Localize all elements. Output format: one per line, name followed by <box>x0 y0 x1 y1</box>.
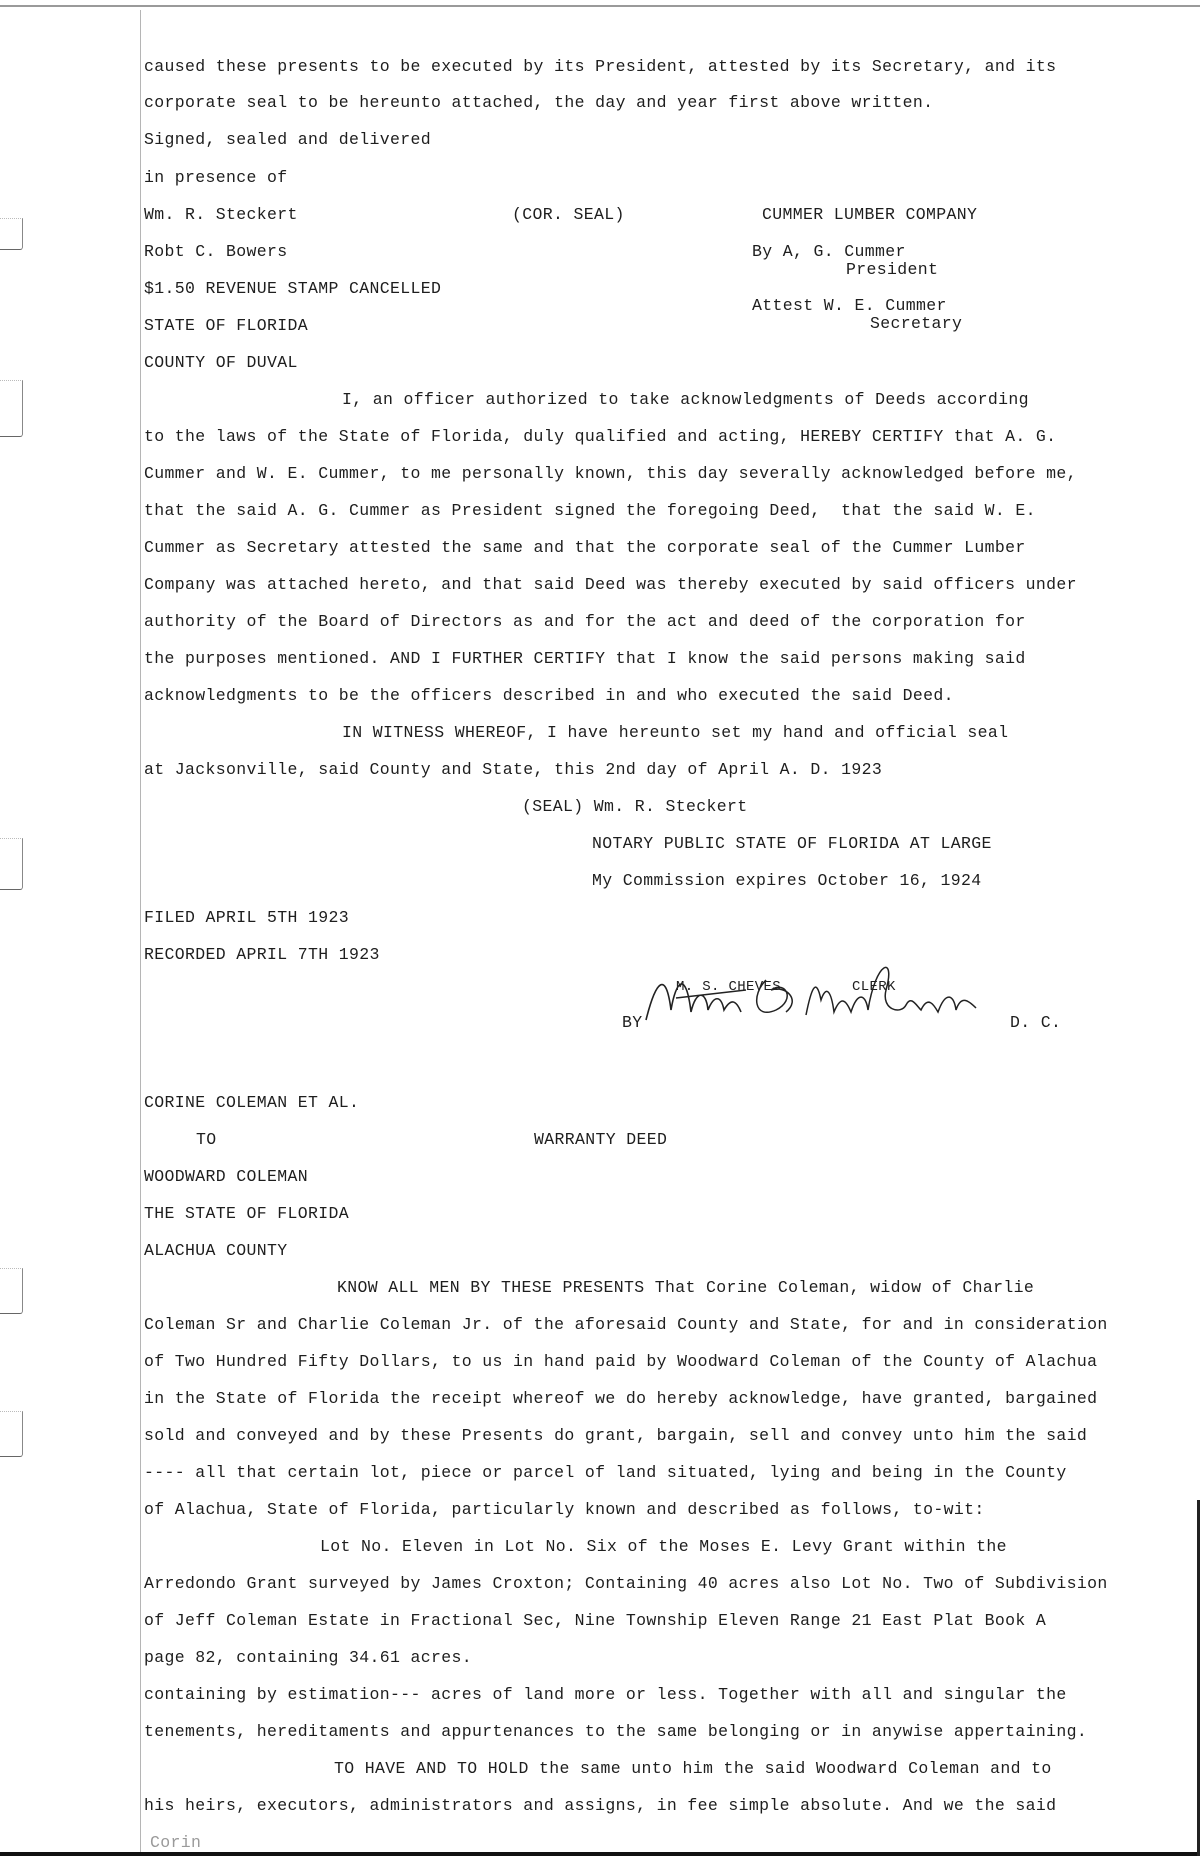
acknowledgment-line: IN WITNESS WHEREOF, I have hereunto set my hand and official seal <box>342 723 1009 742</box>
acknowledgment-line: to the laws of the State of Florida, duly qualified and acting, HEREBY CERTIFY that A. G. <box>144 427 1057 446</box>
revenue-stamp-note: $1.50 REVENUE STAMP CANCELLED <box>144 279 442 298</box>
commission-expiry: My Commission expires October 16, 1924 <box>592 871 982 890</box>
president-title: President <box>846 260 939 279</box>
notary-seal-signature: (SEAL) Wm. R. Steckert <box>522 797 748 816</box>
recorded-date: RECORDED APRIL 7TH 1923 <box>144 945 380 964</box>
legal-description-line: page 82, containing 34.61 acres. <box>144 1648 473 1667</box>
legal-description-line: Arredondo Grant surveyed by James Croxton; Containing 40 acres also Lot No. Two of Subdivision <box>144 1574 1108 1593</box>
deed-type-heading: WARRANTY DEED <box>534 1130 668 1149</box>
acknowledgment-line: Company was attached hereto, and that said Deed was thereby executed by said officers under <box>144 575 1077 594</box>
venue-county: COUNTY OF DUVAL <box>144 353 298 372</box>
grantor-name: CORINE COLEMAN ET AL. <box>144 1093 360 1112</box>
by-label: BY <box>622 1013 643 1032</box>
deed-body-line: KNOW ALL MEN BY THESE PRESENTS That Corine Coleman, widow of Charlie <box>337 1278 1035 1297</box>
binder-hole-mark <box>0 380 23 437</box>
acknowledgment-line: at Jacksonville, said County and State, this 2nd day of April A. D. 1923 <box>144 760 883 779</box>
acknowledgment-line: Cummer as Secretary attested the same and that the corporate seal of the Cummer Lumber <box>144 538 1026 557</box>
deed-body-line: ---- all that certain lot, piece or parcel of land situated, lying and being in the County <box>144 1463 1067 1482</box>
signature-scribble-icon <box>636 950 1016 1040</box>
top-edge-rule <box>0 5 1200 7</box>
legal-description-line: Lot No. Eleven in Lot No. Six of the Moses E. Levy Grant within the <box>320 1537 1007 1556</box>
deed-body-line: of Alachua, State of Florida, particularly known and described as follows, to-wit: <box>144 1500 985 1519</box>
deputy-clerk-label: D. C. <box>1010 1013 1062 1032</box>
witness-name: Wm. R. Steckert <box>144 205 298 224</box>
acknowledgment-line: that the said A. G. Cummer as President signed the foregoing Deed, that the said W. E. <box>144 501 1036 520</box>
corporate-seal-label: (COR. SEAL) <box>512 205 625 224</box>
to-label: TO <box>196 1130 217 1149</box>
page-continuation-text: Corin <box>150 1833 202 1852</box>
clerk-name: M. S. CHEVES <box>676 979 782 995</box>
binder-hole-mark <box>0 1268 23 1314</box>
deed-body-line: of Two Hundred Fifty Dollars, to us in hand paid by Woodward Coleman of the County of Alachua <box>144 1352 1098 1371</box>
clerk-handwritten-signature <box>636 950 1016 1040</box>
president-signature: By A, G. Cummer <box>752 242 906 261</box>
notary-title: NOTARY PUBLIC STATE OF FLORIDA AT LARGE <box>592 834 992 853</box>
acknowledgment-line: acknowledgments to be the officers described in and who executed the said Deed. <box>144 686 954 705</box>
deed-text-line: caused these presents to be executed by its President, attested by its Secretary, and its <box>144 57 1057 76</box>
acknowledgment-line: the purposes mentioned. AND I FURTHER CERTIFY that I know the said persons making said <box>144 649 1026 668</box>
deed-body-line: sold and conveyed and by these Presents do grant, bargain, sell and convey unto him the said <box>144 1426 1088 1445</box>
deed-body-line: tenements, hereditaments and appurtenances to the same belonging or in anywise appertaining. <box>144 1722 1088 1741</box>
witness-name: Robt C. Bowers <box>144 242 288 261</box>
binder-hole-mark <box>0 838 23 890</box>
habendum-line: TO HAVE AND TO HOLD the same unto him the said Woodward Coleman and to <box>334 1759 1052 1778</box>
deed-body-line: Coleman Sr and Charlie Coleman Jr. of the aforesaid County and State, for and in consideration <box>144 1315 1108 1334</box>
deed-text-line: corporate seal to be hereunto attached, the day and year first above written. <box>144 93 934 112</box>
deed-body-line: containing by estimation--- acres of land more or less. Together with all and singular the <box>144 1685 1067 1704</box>
presence-label: in presence of <box>144 168 288 187</box>
acknowledgment-line: I, an officer authorized to take acknowledgments of Deeds according <box>342 390 1029 409</box>
acknowledgment-line: Cummer and W. E. Cummer, to me personally known, this day severally acknowledged before me, <box>144 464 1077 483</box>
legal-description-line: of Jeff Coleman Estate in Fractional Sec, Nine Township Eleven Range 21 East Plat Book A <box>144 1611 1047 1630</box>
left-margin-line <box>140 10 141 1852</box>
venue-county: ALACHUA COUNTY <box>144 1241 288 1260</box>
clerk-title: CLERK <box>852 979 896 995</box>
attest-signature: Attest W. E. Cummer <box>752 296 947 315</box>
grantee-name: WOODWARD COLEMAN <box>144 1167 309 1186</box>
acknowledgment-line: authority of the Board of Directors as and for the act and deed of the corporation for <box>144 612 1026 631</box>
binder-hole-mark <box>0 1411 23 1457</box>
binder-hole-mark <box>0 218 23 250</box>
company-name: CUMMER LUMBER COMPANY <box>762 205 978 224</box>
deed-body-line: in the State of Florida the receipt whereof we do hereby acknowledge, have granted, bargained <box>144 1389 1098 1408</box>
venue-state: THE STATE OF FLORIDA <box>144 1204 350 1223</box>
signed-sealed-label: Signed, sealed and delivered <box>144 130 432 149</box>
venue-state: STATE OF FLORIDA <box>144 316 309 335</box>
habendum-line: his heirs, executors, administrators and assigns, in fee simple absolute. And we the said <box>144 1796 1057 1815</box>
secretary-title: Secretary <box>870 314 963 333</box>
filed-date: FILED APRIL 5TH 1923 <box>144 908 350 927</box>
